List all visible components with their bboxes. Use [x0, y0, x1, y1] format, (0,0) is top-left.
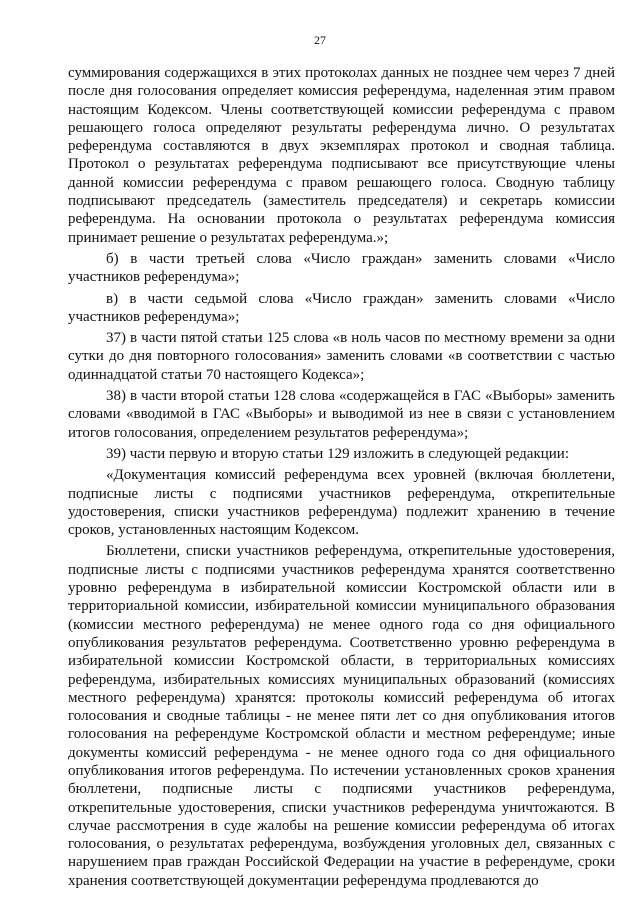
paragraph-39: 39) части первую и вторую статьи 129 изложить в следующей редакции: [106, 445, 569, 462]
page-number: 27 [314, 33, 326, 47]
document-body [68, 64, 615, 890]
paragraph-v: в) в части седьмой слова «Число граждан» заменить словами «Число участников референдума»; [68, 290, 615, 325]
paragraph-continuation: суммирования содержащихся в этих протоколах данных не позднее чем через 7 дней после дня голосования определяет комиссия референдума, наделенная этим правом настоящим Кодексом. Члены соответствующей комиссии референдума с правом решающего голоса определяют результаты референдума лично. О результатах референдума составляются в двух экземплярах протокол и сводная таблица. Протокол о результатах референдума подписывают все присутствующие члены данной комиссии референдума с правом решающего голоса. Сводную таблицу подписывают председатель (заместитель председателя) и секретарь комиссии референдума. На основании протокола о результатах референдума комиссия принимает решение о результатах референдума.»; [68, 65, 615, 246]
paragraph-b: б) в части третьей слова «Число граждан» заменить словами «Число участников референдума»; [68, 250, 615, 286]
paragraph-38: 38) в части второй статьи 128 слова «содержащейся в ГАС «Выборы» заменить словами «вводимой в ГАС «Выборы» и выводимой из нее в связи с установлением итогов голосования, определением результатов референдума»; [68, 388, 615, 441]
paragraph-storage: Бюллетени, списки участников референдума, открепительные удостоверения, подписные листы с подписями участников референдума хранятся соответственно уровню референдума в избирательной комиссии Костромской области или в территориальной комиссии, избирательной комиссии муниципального образования (комиссии местного референдума) не менее одного года со дня официального опубликования результатов референдума. Соответственно уровню референдума в избирательной комиссии Костромской области, в территориальных комиссиях референдума, избирательных комиссиях муниципальных образований (комиссиях местного референдума) хранятся: протоколы комиссий референдума об итогах голосования и сводные таблицы - не менее пяти лет со дня опубликования итогов голосования на референдуме Костромской области и местном референдуме; иные документы комиссий референдума - не менее одного года со дня официального опубликования итогов референдума. По истечении установленных сроков хранения бюллетени, подписные листы с подписями участников референдума, открепительные удостоверения, списки участников референдума уничтожаются. В случае рассмотрения в суде жалобы на решение комиссии референдума об итогах голосования, о результатах референдума, возбуждения уголовных дел, связанных с нарушением прав граждан Российской Федерации на участие в референдуме, сроки хранения соответствующей документации референдума продлеваются до [68, 543, 615, 889]
paragraph-37: 37) в части пятой статьи 125 слова «в ноль часов по местному времени за одни сутки до дня повторного голосования» заменить словами «в соответствии с частью одиннадцатой статьи 70 настоящего Кодекса»; [68, 330, 615, 383]
paragraph-documentation: «Документация комиссий референдума всех уровней (включая бюллетени, подписные листы с подписями участников референдума, открепительные удостоверения, списки участников референдума) подлежит хранению в течение сроков, установленных настоящим Кодексом. [68, 467, 615, 539]
